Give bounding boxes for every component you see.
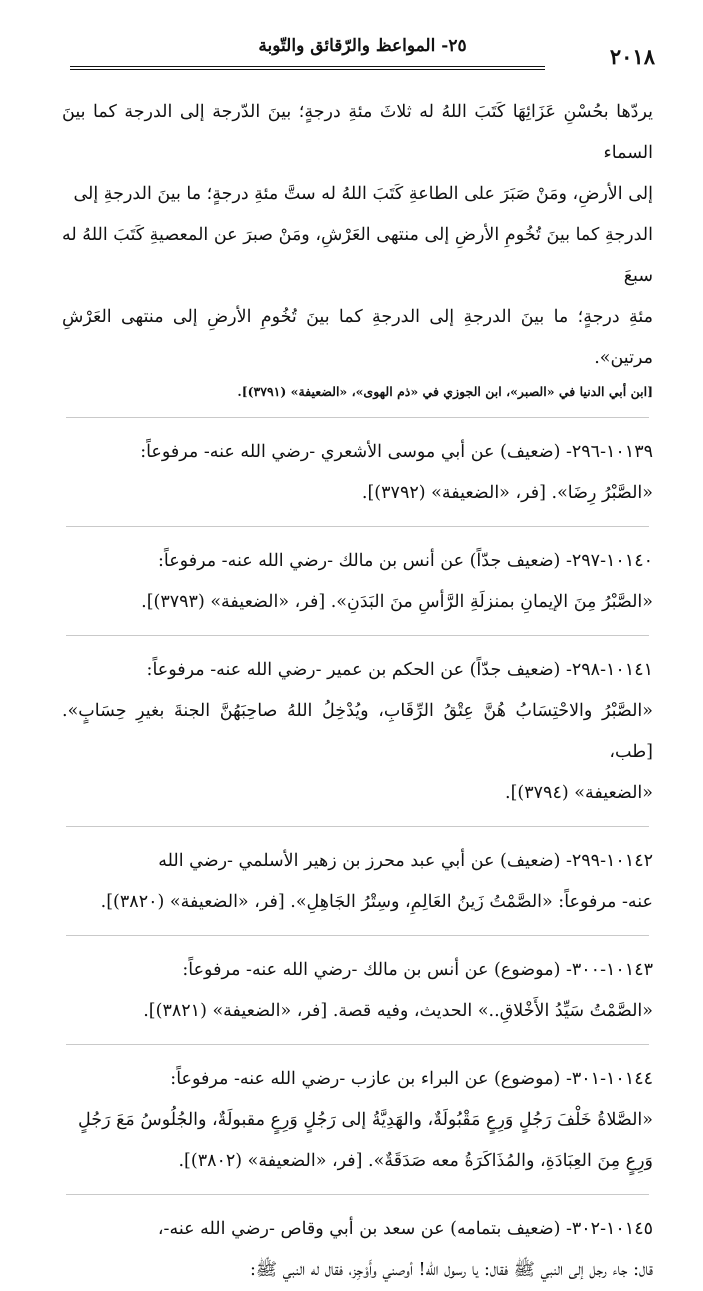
entry-heading: ١٠١٤٢-٢٩٩- (ضعيف) عن أبي عبد محرز بن زهير الأسلمي -رضي الله <box>158 851 653 871</box>
hadith-entry-10144 <box>62 1059 653 1182</box>
entry-heading: ١٠١٤٠-٢٩٧- (ضعيف جدّاً) عن أنس بن مالك -رضي الله عنه- مرفوعاً: <box>158 551 653 571</box>
hadith-text: قال: جاء رجل إلى النبي ﷺ فقال: يا رسول الله! أوصني وأَوْجِز، فقال له النبي ﷺ: <box>249 1260 653 1280</box>
text-line: مئةِ درجةٍ؛ ما بينَ الدرجةِ إلى الدرجةِ كما بينَ تُخُومِ الأرضِ إلى منتهى العَرْشِ مرتين». <box>62 307 653 368</box>
entry-heading: ١٠١٤٥-٣٠٢- (ضعيف بتمامه) عن سعد بن أبي وقاص -رضي الله عنه-، <box>157 1219 653 1239</box>
hadith-text: «الصَّبْرُ مِنَ الإيمانِ بمنزلَةِ الرَّأسِ منَ البَدَنِ». [فر، «الضعيفة» (٣٧٩٣)]. <box>141 592 653 612</box>
hadith-text: عنه- مرفوعاً: «الصَّمْتُ زَينُ العَالِمِ، وسِتْرُ الجَاهِلِ». [فر، «الضعيفة» (٣٨٢٠)]. <box>100 892 653 912</box>
page-header <box>70 28 655 72</box>
hadith-entry-10145 <box>62 1209 653 1291</box>
hadith-entry-10140 <box>62 541 653 623</box>
divider <box>66 526 649 527</box>
hadith-text: «الضعيفة» (٣٧٩٤)]. <box>505 783 653 803</box>
entry-heading: ١٠١٤٤-٣٠١- (موضوع) عن البراء بن عازب -رضي الله عنه- مرفوعاً: <box>170 1069 653 1089</box>
divider <box>66 635 649 636</box>
entry-heading: ١٠١٤١-٢٩٨- (ضعيف جدّاً) عن الحكم بن عمير -رضي الله عنه- مرفوعاً: <box>146 660 653 680</box>
entry-heading: ١٠١٣٩-٢٩٦- (ضعيف) عن أبي موسى الأشعري -رضي الله عنه- مرفوعاً: <box>140 442 653 462</box>
header-rule <box>70 66 545 70</box>
hadith-text: «الصَّبْرُ رِضَا». [فر، «الضعيفة» (٣٧٩٢)]. <box>361 483 653 503</box>
divider <box>66 826 649 827</box>
entry-heading: ١٠١٤٣-٣٠٠- (موضوع) عن أنس بن مالك -رضي الله عنه- مرفوعاً: <box>182 960 653 980</box>
divider <box>66 935 649 936</box>
text-line: إلى الأرضِ، ومَنْ صَبَرَ على الطاعةِ كَتَبَ اللهُ له ستَّ مئةِ درجةٍ؛ ما بينَ الدرجةِ إلى <box>73 184 653 204</box>
intro-paragraph <box>62 92 653 379</box>
hadith-text: وَرِعٍ مِنَ العِبَادَةِ، والمُذَاكَرَةُ معه صَدَقَةٌ». [فر، «الضعيفة» (٣٨٠٢)]. <box>178 1151 653 1171</box>
hadith-text: «الصَّلاةُ خَلْفَ رَجُلٍ وَرِعٍ مَقْبُولَةٌ، والهَدِيَّةُ إلى رَجُلٍ وَرِعٍ مقبولَةٌ، والجُلُوسُ مَعَ رَجُلٍ <box>78 1110 653 1130</box>
hadith-entry-10139 <box>62 432 653 514</box>
hadith-entry-10141 <box>62 650 653 814</box>
divider <box>66 1044 649 1045</box>
page-body <box>62 92 653 1291</box>
hadith-text: «الصَّبْرُ والاحْتِسَابُ هُنَّ عِتْقُ الرِّقَابِ، ويُدْخِلُ اللهُ صاحِبَهُنَّ الجنةَ بغيرِ حِسَابٍ». [طب، <box>62 701 653 762</box>
page-number: ٢٠١٨ <box>609 44 655 69</box>
source-citation: [ابن أبي الدنيا في «الصبر»، ابن الجوزي في «ذم الهوى»، «الضعيفة» (٣٧٩١)]. <box>237 384 653 399</box>
running-title: ٢٥- المواعظ والرّقائق والتّوبة <box>258 36 467 56</box>
text-line: الدرجةِ كما بينَ تُخُومِ الأرضِ إلى منتهى العَرْشِ، ومَنْ صبرَ عن المعصيةِ كَتَبَ اللهُ له سبعَ <box>62 225 653 286</box>
hadith-text: «الصَّمْتُ سَيِّدُ الأَخْلاقِ..» الحديث، وفيه قصة. [فر، «الضعيفة» (٣٨٢١)]. <box>143 1001 653 1021</box>
text-line: يردّها بحُسْنِ عَزَائِهَا كَتَبَ اللهُ له ثلاثَ مئةِ درجةٍ؛ بينَ الدّرجة إلى الدرجة كما بينَ السماء <box>62 102 653 163</box>
hadith-entry-10142 <box>62 841 653 923</box>
hadith-entry-10143 <box>62 950 653 1032</box>
divider <box>66 1194 649 1195</box>
divider <box>66 417 649 418</box>
